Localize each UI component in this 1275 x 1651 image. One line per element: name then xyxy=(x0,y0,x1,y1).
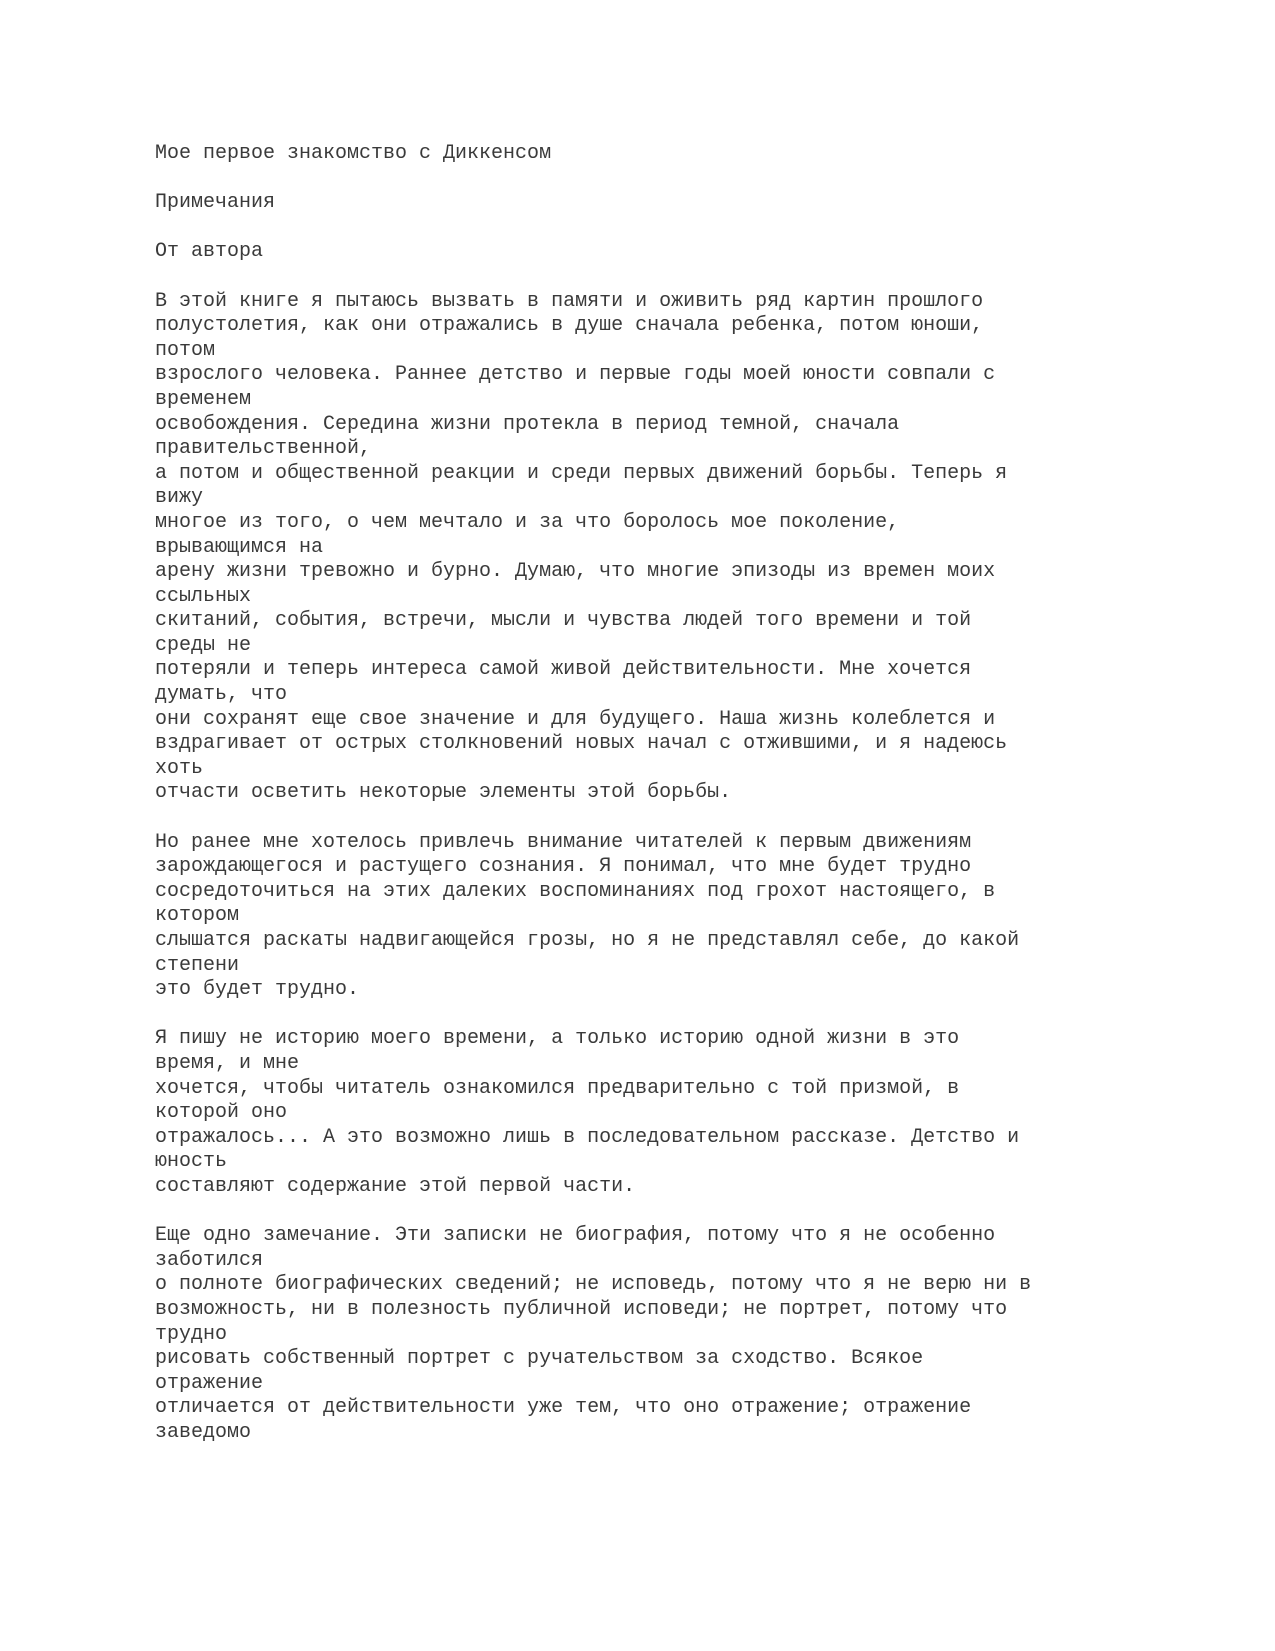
text-line: степени xyxy=(155,953,240,977)
text-line: освобождения. Середина жизни протекла в период темной, сначала xyxy=(155,412,900,436)
text-line: Но ранее мне хотелось привлечь внимание читателей к первым движениям xyxy=(155,830,972,854)
text-line: вздрагивает от острых столкновений новых начал с отжившими, и я надеюсь xyxy=(155,732,1008,756)
spacer xyxy=(155,1003,1155,1028)
author-foreword-heading: От автора xyxy=(155,240,264,264)
text-line: думать, что xyxy=(155,683,288,707)
spacer xyxy=(155,167,1155,192)
text-line: рисовать собственный портрет с ручательством за сходство. Всякое xyxy=(155,1347,924,1371)
text-line: хочется, чтобы читатель ознакомился предварительно с той призмой, в xyxy=(155,1076,960,1100)
text-line: о полноте биографических сведений; не исповедь, потому что я не верю ни в xyxy=(155,1273,1032,1297)
text-line: взрослого человека. Раннее детство и первые годы моей юности совпали с xyxy=(155,363,996,387)
text-line: отчасти осветить некоторые элементы этой борьбы. xyxy=(155,781,732,805)
text-line: они сохранят еще свое значение и для будущего. Наша жизнь колеблется и xyxy=(155,707,996,731)
text-line: вижу xyxy=(155,486,204,510)
paragraph-4 xyxy=(155,1224,1155,1445)
spacer xyxy=(155,265,1155,290)
document-title: Мое первое знакомство с Диккенсом xyxy=(155,142,552,165)
text-line: это будет трудно. xyxy=(155,978,360,1002)
text-line: юность xyxy=(155,1150,228,1174)
text-line: котором xyxy=(155,904,240,928)
text-line: сосредоточиться на этих далеких воспоминаниях под грохот настоящего, в xyxy=(155,879,996,903)
text-line: арену жизни тревожно и бурно. Думаю, что многие эпизоды из времен моих xyxy=(155,560,996,584)
text-line: врывающимся на xyxy=(155,535,324,559)
paragraph-3 xyxy=(155,1027,1155,1199)
text-line: временем xyxy=(155,387,252,411)
document-page xyxy=(155,142,1155,1445)
text-line: В этой книге я пытаюсь вызвать в памяти и оживить ряд картин прошлого xyxy=(155,289,984,313)
spacer xyxy=(155,1200,1155,1225)
text-line: а потом и общественной реакции и среди первых движений борьбы. Теперь я xyxy=(155,461,1008,485)
text-line: время, и мне xyxy=(155,1051,300,1075)
spacer xyxy=(155,216,1155,241)
text-line: хоть xyxy=(155,756,204,780)
text-line: многое из того, о чем мечтало и за что боролось мое поколение, xyxy=(155,510,900,534)
notes-heading: Примечания xyxy=(155,191,276,215)
paragraph-2 xyxy=(155,831,1155,1003)
text-line: Я пишу не историю моего времени, а только историю одной жизни в это xyxy=(155,1027,960,1051)
text-line: составляют содержание этой первой части. xyxy=(155,1174,636,1198)
text-line: скитаний, события, встречи, мысли и чувства людей того времени и той xyxy=(155,609,972,633)
text-line: возможность, ни в полезность публичной исповеди; не портрет, потому что xyxy=(155,1297,1008,1321)
text-line: отражение xyxy=(155,1371,264,1395)
text-line: которой оно xyxy=(155,1101,288,1125)
text-line: отличается от действительности уже тем, что оно отражение; отражение xyxy=(155,1396,972,1420)
text-line: потом xyxy=(155,338,216,362)
text-line: заведомо xyxy=(155,1420,252,1444)
text-line: зарождающегося и растущего сознания. Я понимал, что мне будет трудно xyxy=(155,855,972,879)
text-line: трудно xyxy=(155,1322,228,1346)
text-line: Еще одно замечание. Эти записки не биография, потому что я не особенно xyxy=(155,1224,996,1248)
text-line: слышатся раскаты надвигающейся грозы, но я не представлял себе, до какой xyxy=(155,929,1020,952)
text-line: потеряли и теперь интереса самой живой действительности. Мне хочется xyxy=(155,658,972,682)
text-line: ссыльных xyxy=(155,584,252,608)
text-line: правительственной, xyxy=(155,437,372,461)
text-line: заботился xyxy=(155,1248,264,1272)
spacer xyxy=(155,806,1155,831)
text-line: среды не xyxy=(155,633,252,657)
paragraph-1 xyxy=(155,290,1155,806)
text-line: отражалось... А это возможно лишь в последовательном рассказе. Детство и xyxy=(155,1125,1020,1149)
text-line: полустолетия, как они отражались в душе сначала ребенка, потом юноши, xyxy=(155,314,984,338)
